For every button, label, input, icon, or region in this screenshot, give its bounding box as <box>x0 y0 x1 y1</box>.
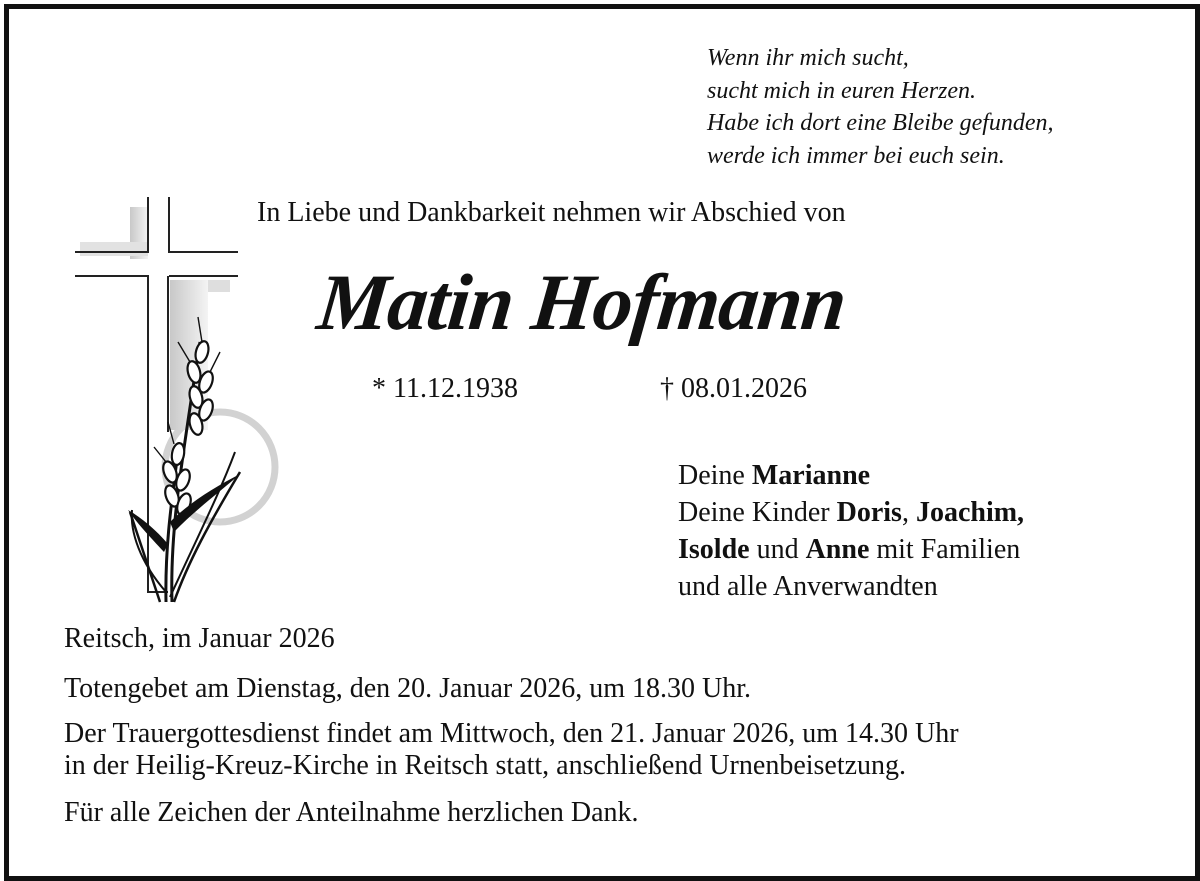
mourner-text: Deine Kinder <box>678 497 837 528</box>
poem-line: Wenn ihr mich sucht, <box>707 45 909 71</box>
cross-wheat-icon <box>70 192 290 607</box>
mourner-line <box>678 531 1024 568</box>
mourner-text: Deine <box>678 460 752 491</box>
service-info <box>64 718 959 782</box>
birth-date: * 11.12.1938 <box>372 373 518 404</box>
poem <box>707 42 1054 172</box>
mourners <box>678 457 1024 605</box>
mourner-text: und <box>749 534 806 565</box>
mourner-line <box>678 457 1024 494</box>
poem-line: werde ich immer bei euch sein. <box>707 142 1005 169</box>
service-line: in der Heilig-Kreuz-Kirche in Reitsch statt, anschließend Urnenbeisetzung. <box>64 750 907 781</box>
death-date: † 08.01.2026 <box>660 373 807 404</box>
mourner-name: Joachim <box>915 497 1018 528</box>
place-date: Reitsch, im Januar 2026 <box>64 623 335 654</box>
mourner-line <box>678 494 1024 531</box>
deceased-name: Matin Hofmann <box>313 259 850 347</box>
service-line: Der Trauergottesdienst findet am Mittwoch, den 21. Januar 2026, um 14.30 Uhr <box>64 718 959 749</box>
mourner-line: und alle Anverwandten <box>678 571 938 602</box>
mourner-name: Anne <box>805 534 870 565</box>
poem-line: sucht mich in euren Herzen. <box>707 77 977 104</box>
mourner-text: mit Familien <box>869 534 1021 565</box>
poem-line: Habe ich dort eine Bleibe gefunden, <box>707 110 1054 136</box>
mourner-text: , <box>1017 497 1025 528</box>
prayer-info: Totengebet am Dienstag, den 20. Januar 2026, um 18.30 Uhr. <box>64 673 752 704</box>
mourner-name: Marianne <box>751 460 871 491</box>
mourner-name: Doris <box>836 497 902 528</box>
mourner-text: , <box>901 497 916 528</box>
thanks-text: Für alle Zeichen der Anteilnahme herzlichen Dank. <box>64 797 639 828</box>
intro-text: In Liebe und Dankbarkeit nehmen wir Abschied von <box>257 197 846 228</box>
mourner-name: Isolde <box>678 534 750 565</box>
